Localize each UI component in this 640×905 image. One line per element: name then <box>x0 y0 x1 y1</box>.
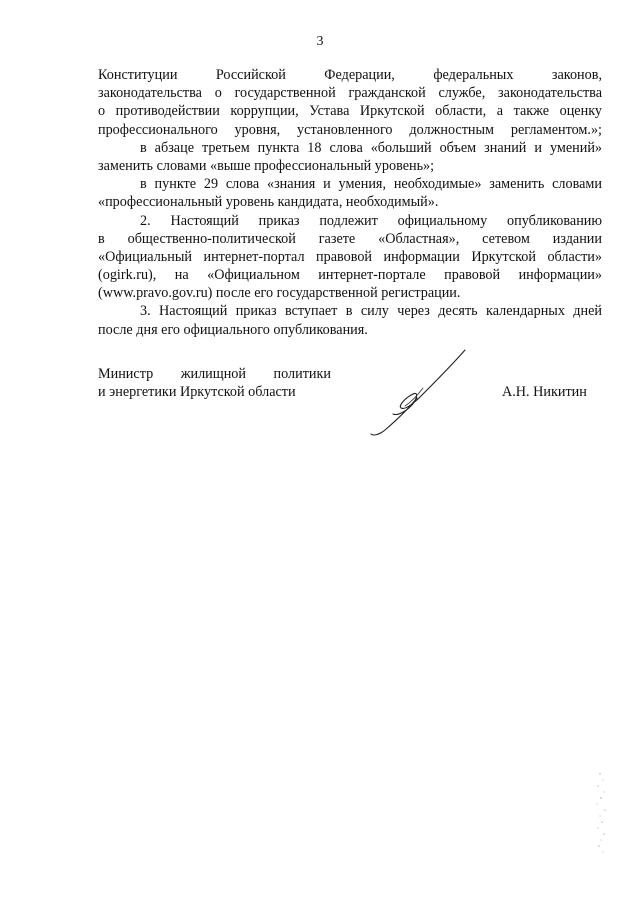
body-line: законодательства о государственной гражданской службе, законодательства <box>98 85 602 102</box>
body-line: о противодействии коррупции, Устава Иркутской области, а также оценку <box>98 103 602 120</box>
page-number: 3 <box>316 34 324 49</box>
body-line: «Официальный интернет-портал правовой информации Иркутской области» <box>98 248 602 265</box>
body-line: «профессиональный уровень кандидата, необходимый». <box>98 194 439 211</box>
body-line: заменить словами «выше профессиональный уровень»; <box>98 157 435 174</box>
body-line: в абзаце третьем пункта 18 слова «больший объем знаний и умений» <box>140 139 602 156</box>
scan-noise <box>586 770 616 860</box>
body-line: (www.pravo.gov.ru) после его государственной регистрации. <box>98 285 461 302</box>
body-line: после дня его официального опубликования. <box>98 321 368 338</box>
body-line: в общественно-политической газете «Областная», сетевом издании <box>98 230 602 247</box>
document-body <box>98 66 602 339</box>
body-line: Конституции Российской Федерации, федеральных законов, <box>98 67 602 83</box>
signatory-name: А.Н. Никитин <box>502 384 587 400</box>
signatory-title-line: и энергетики Иркутской области <box>98 384 296 401</box>
body-line: 3. Настоящий приказ вступает в силу через десять календарных дней <box>140 303 602 320</box>
body-line: в пункте 29 слова «знания и умения, необходимые» заменить словами <box>140 176 602 193</box>
signatory-title-line: Министр жилищной политики <box>98 366 331 382</box>
body-line: (ogirk.ru), на «Официальном интернет-портале правовой информации» <box>98 267 602 284</box>
body-line: 2. Настоящий приказ подлежит официальному опубликованию <box>140 212 602 229</box>
handwritten-signature <box>365 348 475 438</box>
body-line: профессионального уровня, установленного должностным регламентом.»; <box>98 121 602 138</box>
signatory-title <box>98 365 331 401</box>
